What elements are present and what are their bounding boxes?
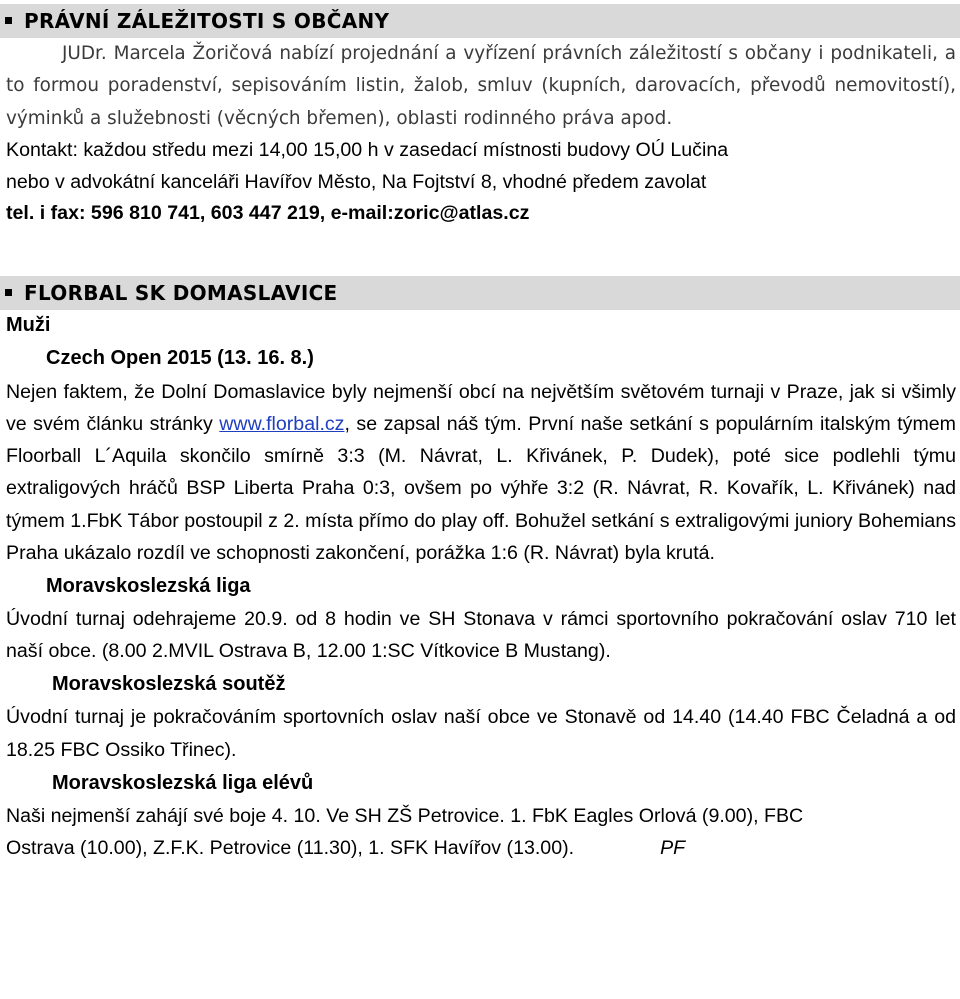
czech-open-text: Czech Open 2015 (13. 16. 8.) bbox=[46, 346, 314, 369]
signature: PF bbox=[660, 836, 686, 859]
contact-line-3: tel. i fax: 596 810 741, 603 447 219, e-mail:zoric@atlas.cz bbox=[6, 202, 530, 225]
mle-line-2-text: Ostrava (10.00), Z.F.K. Petrovice (11.30), 1. SFK Havířov (13.00). bbox=[6, 836, 575, 859]
legal-intro-paragraph: JUDr. Marcela Žoričová nabízí projednání a vyřízení právních záležitostí s občany i podnikateli, a to formou poradenství, sepisováním listin, žalob, smluv (kupních, darovacích, převodů nemovitostí), výminků a služebnosti (věcných břemen), oblasti rodinného práva apod. bbox=[6, 43, 956, 129]
section-header-florbal bbox=[0, 276, 960, 310]
florbal-link[interactable]: www.florbal.cz bbox=[219, 412, 345, 435]
section-title: FLORBAL SK DOMASLAVICE bbox=[24, 280, 338, 305]
section-header-pravni bbox=[0, 4, 960, 38]
czech-open-paragraph bbox=[0, 376, 960, 569]
czech-open-heading bbox=[0, 340, 960, 376]
ml-heading: Moravskoslezská liga bbox=[46, 574, 251, 597]
paragraph-text: , se zapsal náš tým. První naše setkání s populárním italským týmem Floorball L´Aquila skončilo smírně 3:3 (M. Návrat, L. Křivánek, P. Dudek), poté sice podlehli týmu extraligových hráčů BSP Liberta Praha 0:3, ovšem po výhře 3:2 (R. Návrat, R. Kovařík, L. Křivánek) nad týmem 1.FbK Tábor postoupil z 2. místa přímo do play off. Bohužel setkání s extraligovými juniory Bohemians Praha ukázalo rozdíl ve schopnosti zakončení, porážka 1:6 (R. Návrat) byla krutá. bbox=[6, 412, 957, 564]
section-title: PRÁVNÍ ZÁLEŽITOSTI S OBČANY bbox=[24, 9, 390, 33]
ms-paragraph: Úvodní turnaj je pokračováním sportovních oslav naší obce ve Stonavě od 14.40 (14.40 FBC Čeladná a od 18.25 FBC Ossiko Třinec). bbox=[6, 706, 956, 761]
ml-paragraph: Úvodní turnaj odehrajeme 20.9. od 8 hodin ve SH Stonava v rámci sportovního pokračování oslav 710 let naší obce. (8.00 2.MVIL Ostrava B, 12.00 1:SC Vítkovice B Mustang). bbox=[6, 607, 956, 663]
square-bullet-icon bbox=[5, 289, 12, 296]
contact-line-1: Kontakt: každou středu mezi 14,00 15,00 h v zasedací místnosti budovy OÚ Lučina bbox=[6, 139, 729, 162]
square-bullet-icon bbox=[5, 17, 12, 24]
ms-heading: Moravskoslezská soutěž bbox=[52, 673, 286, 696]
paragraph-text: Nejen faktem, že Dolní Domaslavice byly nejmenší obcí na největším světovém turnaji v Praze, jak si všimly ve svém článku stránky bbox=[6, 380, 956, 435]
mle-line-2 bbox=[0, 832, 960, 864]
mle-heading: Moravskoslezská liga elévů bbox=[52, 771, 314, 794]
contact-line-2: nebo v advokátní kanceláři Havířov Město, Na Fojtství 8, vhodné předem zavolat bbox=[6, 170, 707, 193]
mle-line-1: Naši nejmenší zahájí své boje 4. 10. Ve SH ZŠ Petrovice. 1. FbK Eagles Orlová (9.00), FBC bbox=[6, 804, 804, 827]
muzi-heading: Muži bbox=[6, 313, 51, 336]
